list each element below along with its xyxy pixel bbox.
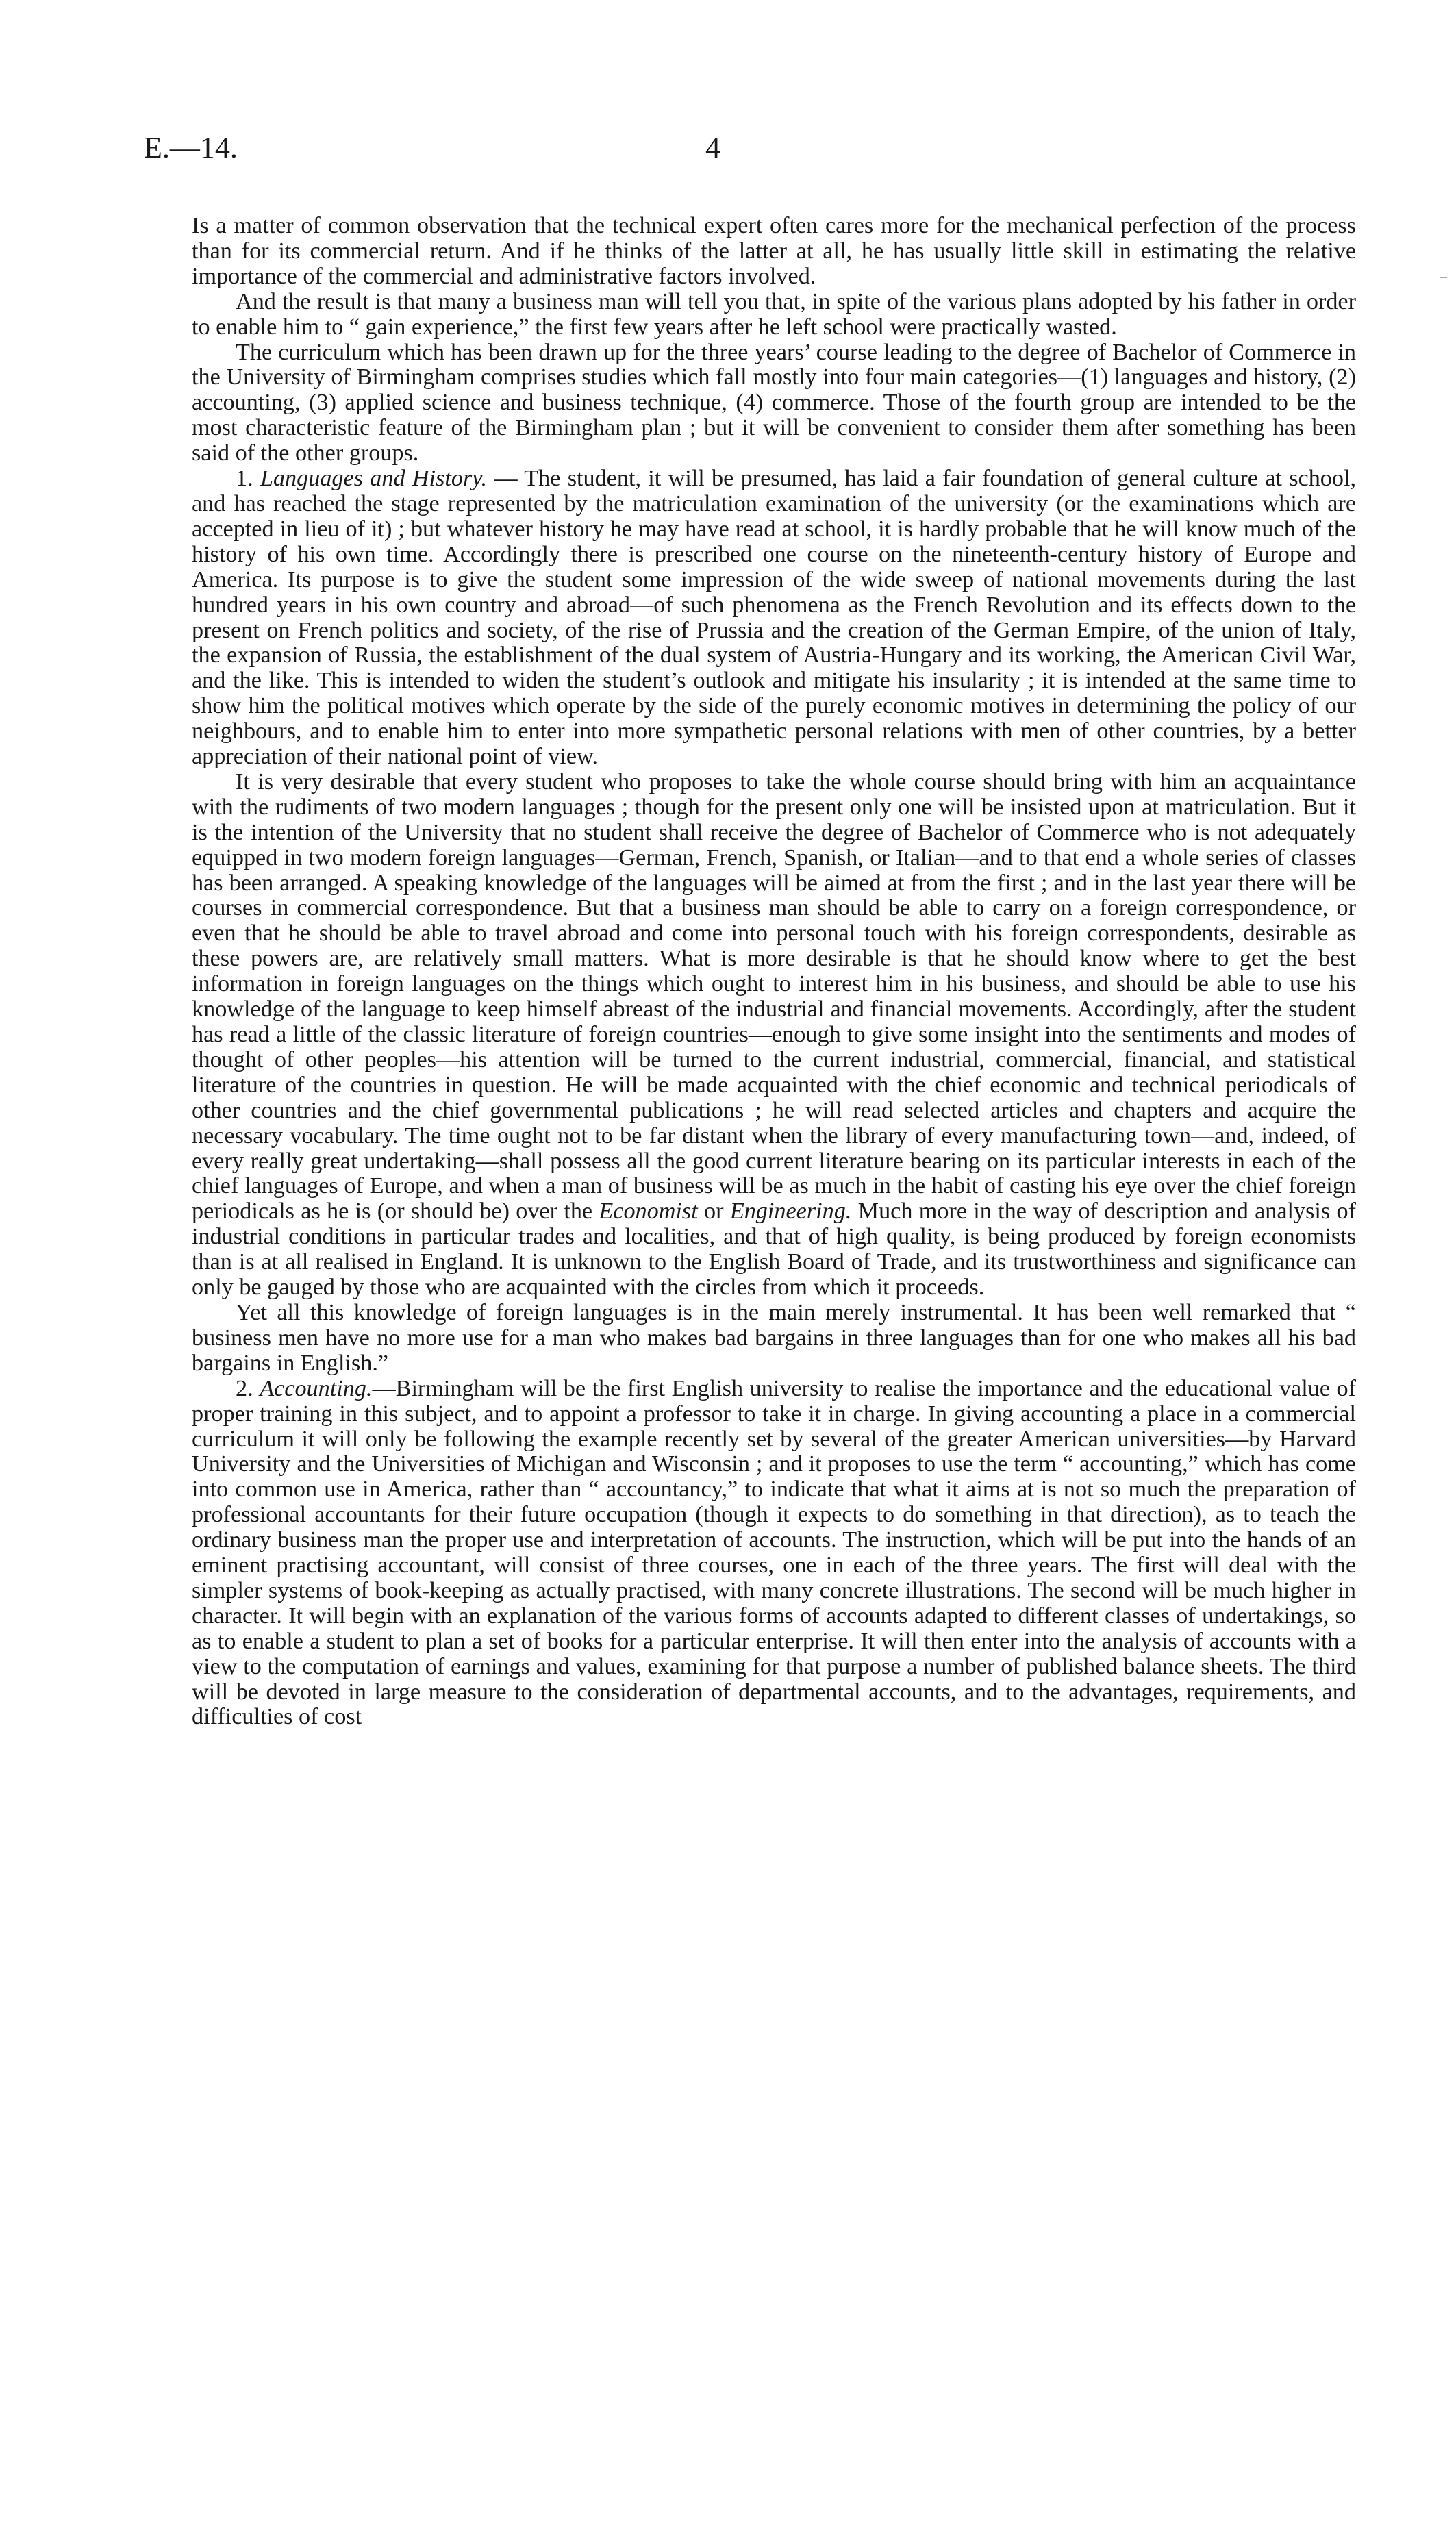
section-number: 1. (236, 466, 260, 492)
periodical-title-engineering: Engineering. (729, 1199, 852, 1225)
paragraph-1 (192, 214, 1356, 290)
paragraph-text: —Birmingham will be the first English university to realise the importance and the educational value of proper training in this subject, and to appoint a professor to take it in charge. In giving accounting a place in a commercial curriculum it will only be following the example recently set by several of the greater American universities—by Harvard University and the Universities of Michigan and Wisconsin ; and it proposes to use the term “ accounting,” which has come into common use in America, rather than “ accountancy,” to indicate that what it aims at is not so much the preparation of professional accountants for their future occupation (though it expects to do something in that direction), as to teach the ordinary business man the proper use and interpretation of accounts. The instruction, which will be put into the hands of an eminent practising accountant, will consist of three courses, one in each of the three years. The first will deal with the simpler systems of book-keeping as actually practised, with many concrete illustrations. The second will be much higher in character. It will begin with an explanation of the various forms of accounts adapted to different classes of undertakings, so as to enable a student to plan a set of books for a particular enterprise. It will then enter into the analysis of accounts with a view to the computation of earnings and values, examining for that purpose a number of published balance sheets. The third will be devoted in large measure to the consideration of departmental accounts, and to the advantages, requirements, and difficulties of cost (192, 1375, 1356, 1730)
paragraph-foreign-languages (192, 770, 1356, 1301)
body-text (192, 214, 1356, 1730)
paragraph-accounting (192, 1377, 1356, 1731)
periodical-title-economist: Economist (599, 1199, 698, 1225)
page-number: 4 (705, 131, 720, 164)
paragraph-3 (192, 340, 1356, 467)
paragraph-languages-history (192, 466, 1356, 770)
section-heading: Languages and History. (260, 466, 488, 492)
paragraph-text: Yet all this knowledge of foreign languages is in the main merely instrumental. It has been well remarked that “ business men have no more use for a man who makes bad bargains in three languages than for one who makes all his bad bargains in English.” (192, 1299, 1356, 1376)
document-reference: E.—14. (144, 131, 238, 164)
page-header (130, 123, 1335, 178)
paragraph-text: It is very desirable that every student who proposes to take the whole course should bring with him an acquaintance with the rudiments of two modern languages ; though for the present only one will be insisted upon at matriculation. But it is the intention of the University that no student shall receive the degree of Bachelor of Commerce who is not adequately equipped in two modern foreign languages—German, French, Spanish, or Italian—and to that end a whole series of classes has been arranged. A speaking knowledge of the languages will be aimed at from the first ; and in the last year there will be courses in commercial correspondence. But that a business man should be able to carry on a foreign correspondence, or even that he should be able to travel abroad and come into personal touch with his foreign correspondents, desirable as these powers are, are relatively small matters. What is more desirable is that he should know where to get the best information in foreign languages on the things which ought to interest him in his business, and should be able to use his knowledge of the language to keep himself abreast of the industrial and financial movements. Accordingly, after the student has read a little of the classic literature of foreign countries—enough to give some insight into the sentiments and modes of thought of other peoples—his attention will be turned to the current industrial, commercial, financial, and statistical literature of the countries in question. He will be made acquainted with the chief economic and technical periodicals of other countries and the chief governmental publications ; he will read selected articles and chapters and acquire the necessary vocabulary. The time ought not to be far distant when the library of every manufacturing town—and, indeed, of every really great undertaking—shall possess all the good current literature bearing on its particular interests in each of the chief languages of Europe, and when a man of business will be as much in the habit of casting his eye over the chief foreign periodicals as he is (or should be) over the (192, 768, 1356, 1225)
paragraph-text: Is a matter of common observation that the technical expert often cares more for the mechanical perfection of the process than for its commercial return. And if he thinks of the latter at all, he has usually little skill in estimating the relative importance of the commercial and administrative factors involved. (192, 213, 1356, 289)
paragraph-text: Much more in the way of description and analysis of industrial conditions in particular trades and localities, and that of high quality, is being produced by foreign economists than is at all realised in England. It is unknown to the English Board of Trade, and its trustworthiness and significance can only be gauged by those who are acquainted with the circles from which it proceeds. (192, 1199, 1357, 1301)
paragraph-2 (192, 290, 1356, 340)
paragraph-text: The curriculum which has been drawn up for the three years’ course leading to the degree of Bachelor of Commerce in the University of Birmingham comprises studies which fall mostly into four main categories—(1) languages and history, (2) accounting, (3) applied science and business technique, (4) commerce. Those of the fourth group are intended to be the most characteristic feature of the Birmingham plan ; but it will be convenient to consider them after something has been said of the other groups. (192, 339, 1356, 466)
section-heading: Accounting. (260, 1375, 373, 1401)
paragraph-text: And the result is that many a business man will tell you that, in spite of the various plans adopted by his father in order to enable him to “ gain experience,” the first few years after he left school were practically wasted. (192, 288, 1356, 340)
margin-dash-mark: – (1440, 267, 1447, 284)
paragraph-text: — The student, it will be presumed, has laid a fair foundation of general culture at school, and has reached the stage represented by the matriculation examination of the university (or the examinations which are accepted in lieu of it) ; but whatever history he may have read at school, it is hardly probable that he will know much of the history of his own time. Accordingly there is prescribed one course on the nineteenth-century history of Europe and America. Its purpose is to give the student some impression of the wide sweep of national movements during the last hundred years in his own country and abroad—of such phenomena as the French Revolution and its effects down to the present on French politics and society, of the rise of Prussia and the creation of the German Empire, of the union of Italy, the expansion of Russia, the establishment of the dual system of Austria-Hungary and its working, the American Civil War, and the like. This is intended to widen the student’s outlook and mitigate his insularity ; it is intended at the same time to show him the political motives which operate by the side of the purely economic motives in determining the policy of our neighbours, and to enable him to enter into more sympathetic personal relations with men of other countries, by a better appreciation of their national point of view. (192, 466, 1357, 770)
paragraph-instrumental (192, 1301, 1356, 1377)
paragraph-text: or (697, 1199, 730, 1225)
section-number: 2. (236, 1375, 260, 1401)
document-page (130, 123, 1447, 2424)
